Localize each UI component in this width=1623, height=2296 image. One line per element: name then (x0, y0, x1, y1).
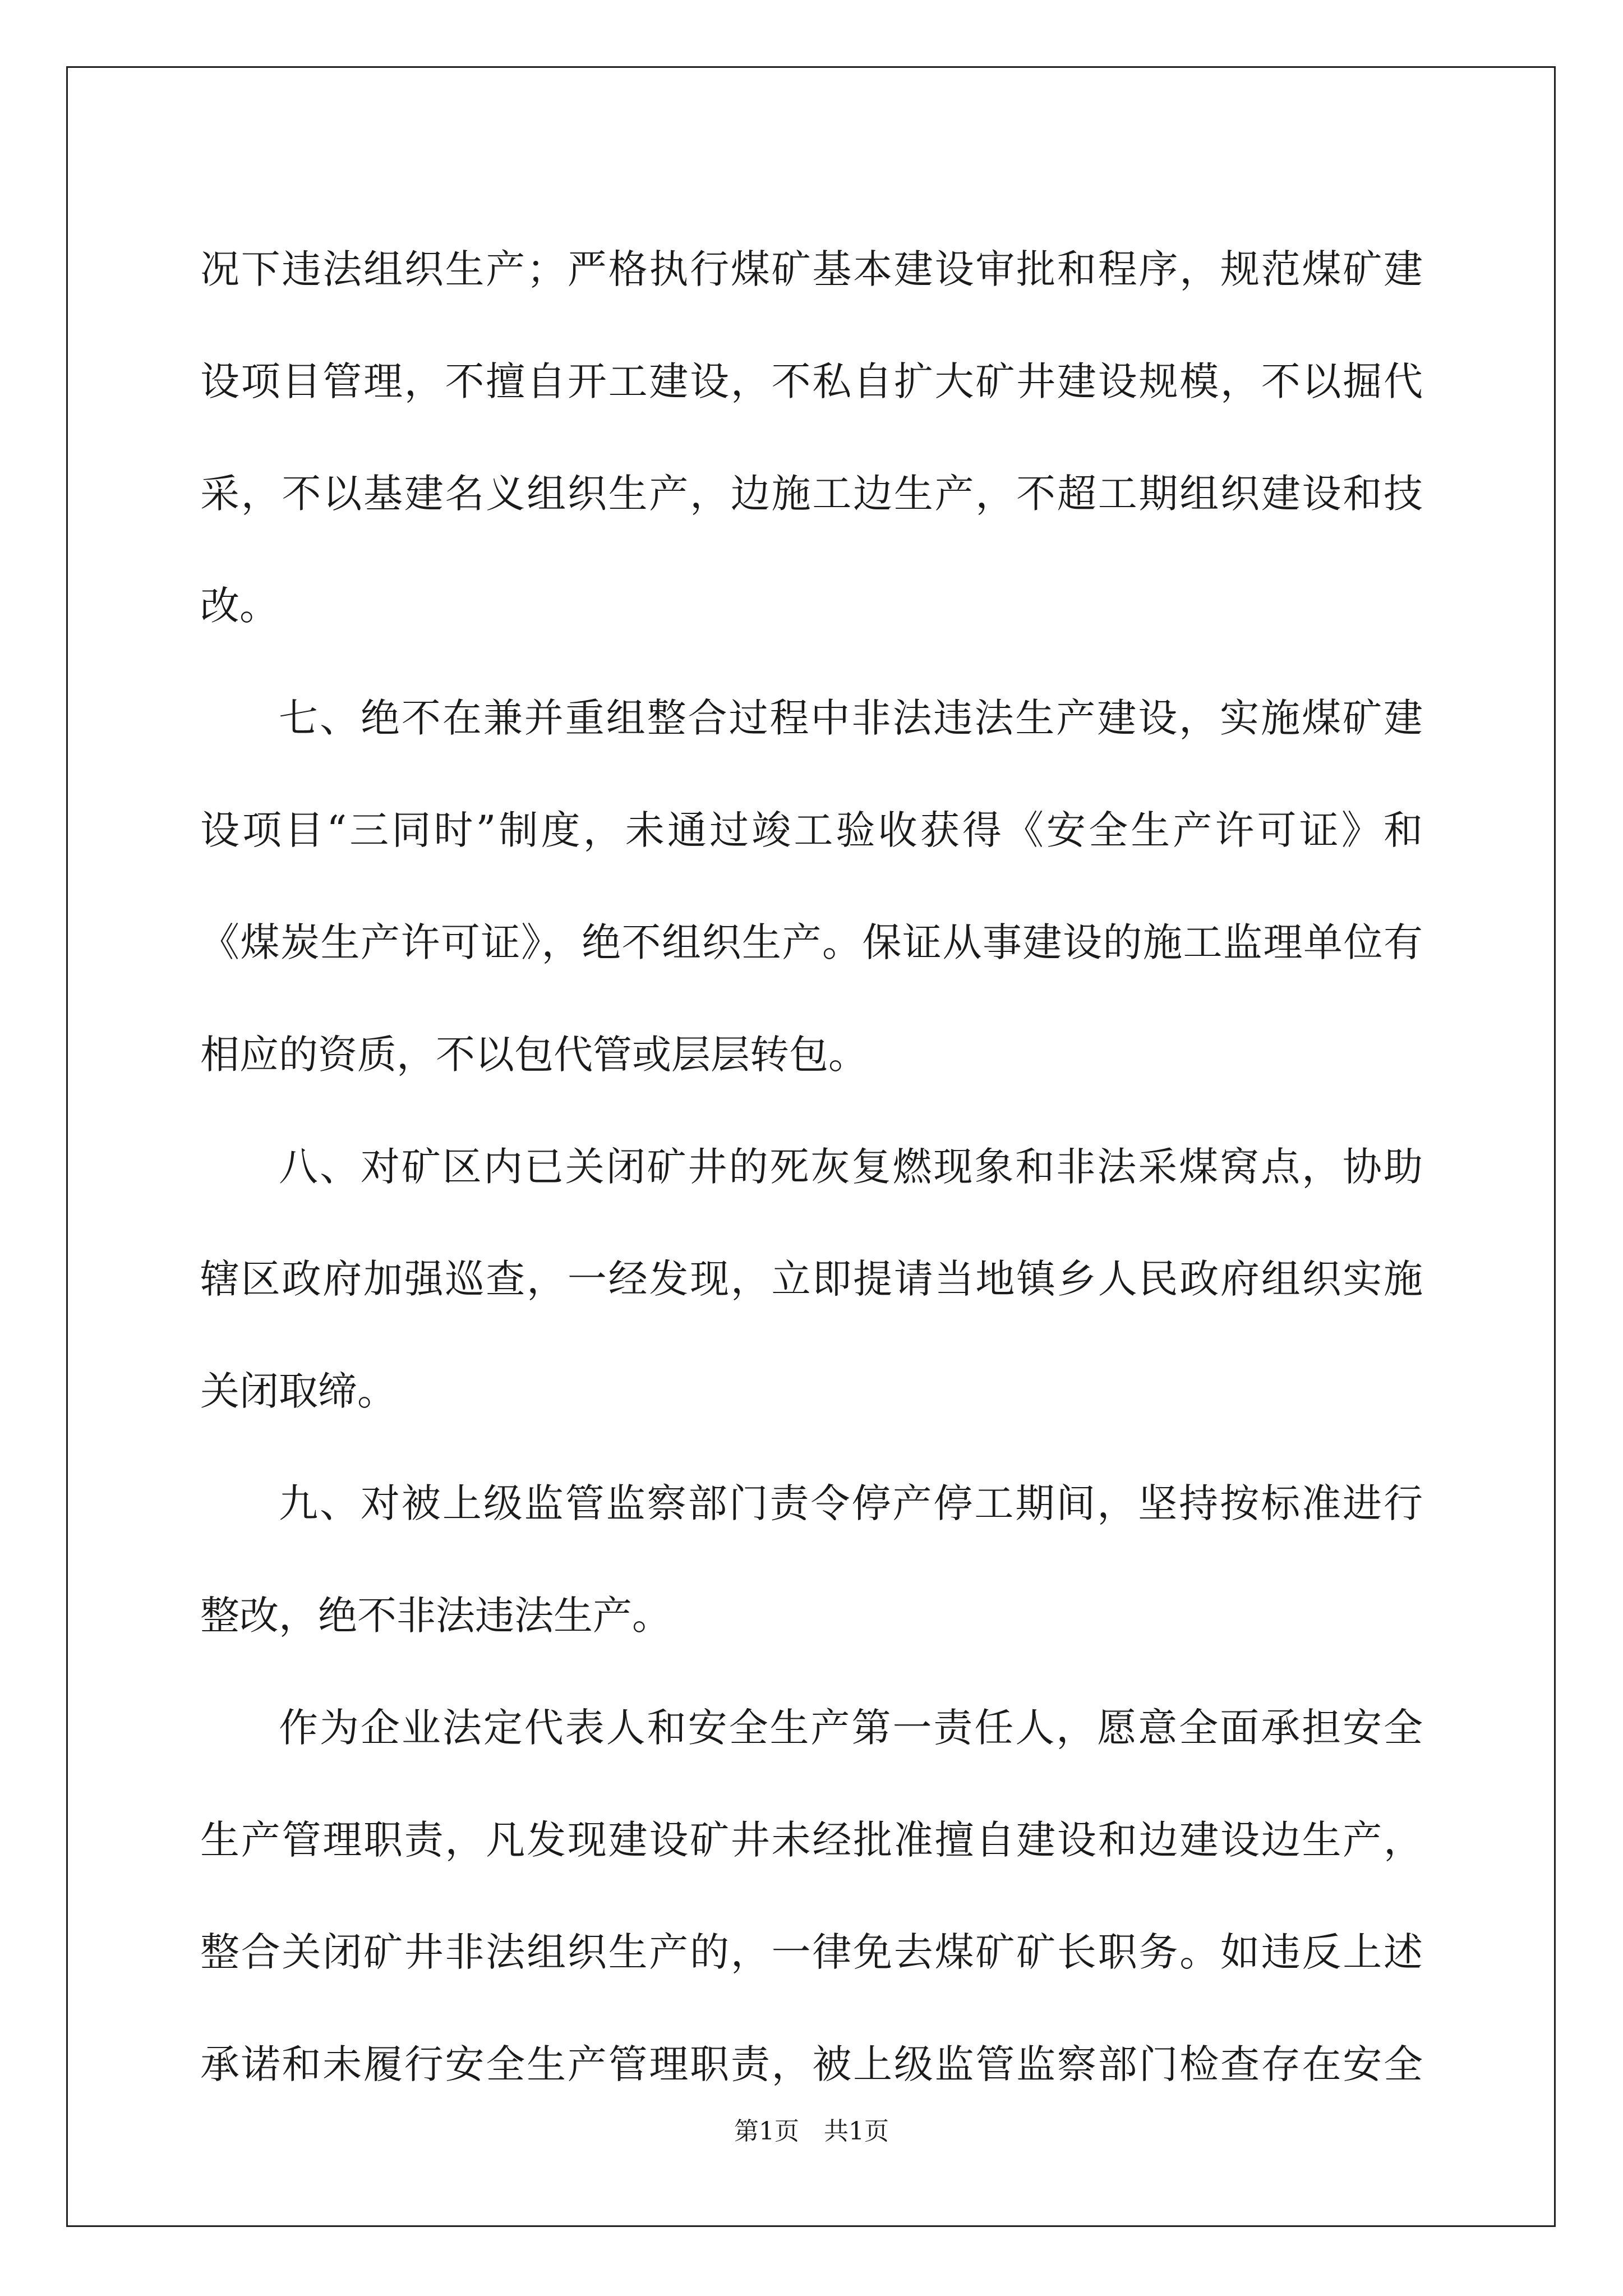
text-line: 相应的资质，不以包代管或层层转包。 (200, 1032, 868, 1078)
text-line: 八、对矿区内已关闭矿井的死灰复燃现象和非法采煤窝点，协助 (279, 1144, 1423, 1190)
text-line: 辖区政府加强巡查，一经发现，立即提请当地镇乡人民政府组织实施 (200, 1256, 1423, 1302)
text-line: 况下违法组织生产；严格执行煤矿基本建设审批和程序，规范煤矿建 (200, 246, 1423, 292)
text-line: 关闭取缔。 (200, 1368, 396, 1414)
text-line: 改。 (200, 583, 279, 629)
text-line: 《煤炭生产许可证》，绝不组织生产。保证从事建设的施工监理单位有 (200, 919, 1423, 965)
text-line: 整改，绝不非法违法生产。 (200, 1593, 671, 1639)
text-line: 九、对被上级监管监察部门责令停产停工期间，坚持按标准进行 (279, 1480, 1423, 1526)
text-line: 七、绝不在兼并重组整合过程中非法违法生产建设，实施煤矿建 (279, 695, 1423, 741)
page-number-footer: 第1页 共1页 (734, 2117, 889, 2146)
text-line: 作为企业法定代表人和安全生产第一责任人，愿意全面承担安全 (279, 1705, 1423, 1751)
text-line: 采，不以基建名义组织生产，边施工边生产，不超工期组织建设和技 (200, 471, 1423, 517)
text-line: 生产管理职责，凡发现建设矿井未经批准擅自建设和边建设边生产， (200, 1817, 1423, 1863)
document-body (200, 213, 1423, 2120)
text-line: 整合关闭矿井非法组织生产的，一律免去煤矿矿长职务。如违反上述 (200, 1929, 1423, 1975)
text-line: 设项目“三同时”制度，未通过竣工验收获得《安全生产许可证》和 (200, 807, 1423, 853)
text-line: 承诺和未履行安全生产管理职责，被上级监管监察部门检查存在安全 (200, 2041, 1423, 2087)
text-line: 设项目管理，不擅自开工建设，不私自扩大矿井建设规模，不以掘代 (200, 358, 1423, 404)
